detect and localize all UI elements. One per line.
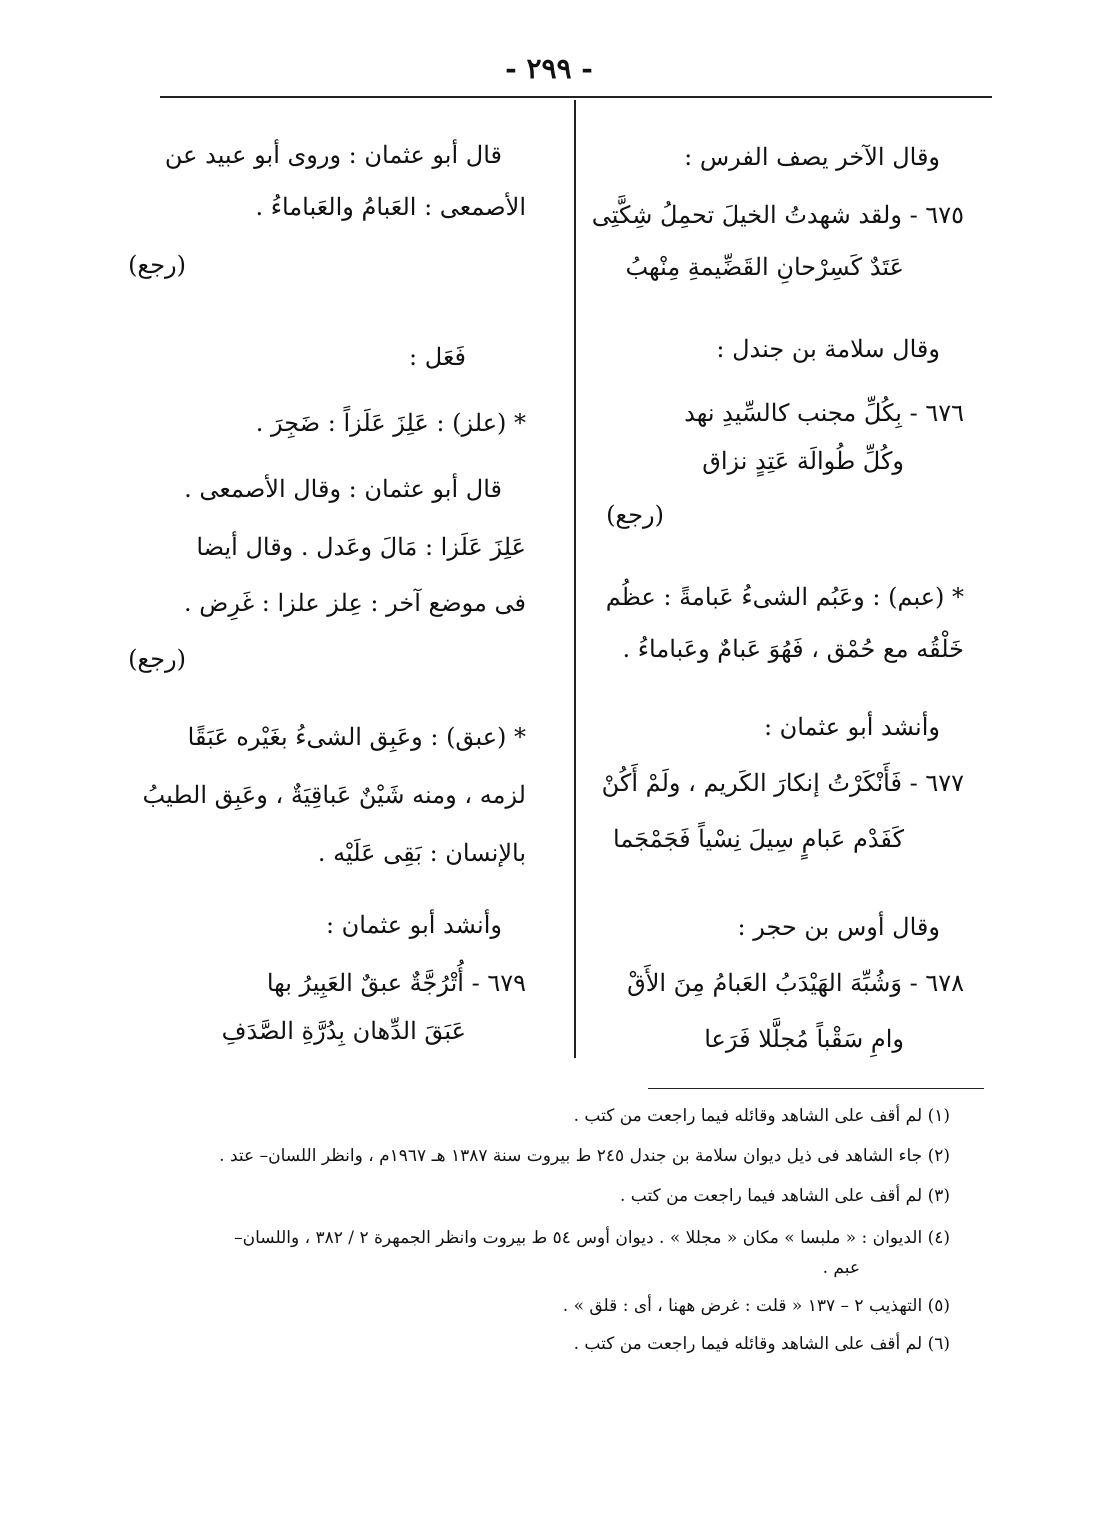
- verse-line: ٦٧٨ - وَشُبِّهَ الهَيْدَبُ العَبامُ مِنَ الأَقْ: [627, 969, 964, 997]
- verse-line: وامِ سَقْباً مُجلَّلا فَرَعا: [704, 1025, 904, 1053]
- text-line: وأنشد أبو عثمان :: [325, 911, 502, 939]
- text-line: وقال أوس بن حجر :: [737, 913, 940, 941]
- verse-line: ٦٧٧ - فَأَنْكَرْتُ إنكارَ الكَريم ، ولَمْ أَكُنْ: [601, 769, 964, 797]
- verse-line: عَتَدٌ كَسِرْحانِ القَضِّيمةِ مِنْهبُ: [625, 253, 904, 281]
- text-line: وقال الآخر يصف الفرس :: [684, 143, 940, 171]
- text-line: وأنشد أبو عثمان :: [763, 713, 940, 741]
- footnote: (١) لم أقف على الشاهد وقائله فيما راجعت من كتب .: [573, 1106, 950, 1126]
- column-divider: [574, 100, 576, 1058]
- header-rule: [160, 96, 992, 98]
- verse-line: وكُلِّ طُوالَة عَتِدٍ نزاق: [702, 447, 904, 475]
- entry-heading: * (علز) : عَلِزَ عَلَزاً : ضَجِرَ .: [255, 409, 526, 437]
- entry-heading: * (عبق) : وعَبِق الشىءُ بغَيْره عَبَقًا: [187, 723, 526, 751]
- text-line: فى موضع آخر : عِلز علزا : غَرِض .: [184, 589, 526, 617]
- text-line: وقال سلامة بن جندل :: [716, 335, 940, 363]
- text-line: الأصمعى : العَبامُ والعَباماءُ .: [255, 193, 526, 221]
- footnote-rule: [648, 1088, 984, 1089]
- verse-line: كَفَدْم عَبامٍ سِيلَ نِسْياً فَجَمْجَما: [613, 825, 904, 853]
- footnote: (٤) الديوان : « ملبسا » مكان « مجللا » . ديوان أوس ٥٤ ط بيروت وانظر الجمهرة ٢ / ٣٨٢ ، واللسان–: [234, 1228, 950, 1248]
- section-heading: فَعَل :: [409, 343, 466, 371]
- verse-line: عَبَقَ الدِّهان بِدُرَّةِ الصَّدَفِ: [221, 1017, 466, 1045]
- text-line: خَلْقُه مع حُمْق ، فَهُوَ عَبامٌ وعَباماءُ .: [622, 635, 964, 663]
- verse-line: ٦٧٥ - ولقد شهدتُ الخيلَ تحمِلُ شِكَّتِى: [591, 201, 964, 229]
- footnote: (٣) لم أقف على الشاهد فيما راجعت من كتب .: [619, 1186, 950, 1206]
- section-marker: (رجع): [128, 251, 186, 279]
- section-marker: (رجع): [128, 645, 186, 673]
- text-line: قال أبو عثمان : وقال الأصمعى .: [184, 475, 502, 503]
- footnote: (٥) التهذيب ٢ – ١٣٧ « قلت : غرض ههنا ، أى : قلق » .: [562, 1296, 950, 1316]
- text-line: لزمه ، ومنه شَيْنٌ عَباقِيَةٌ ، وعَبِق الطيبُ: [142, 781, 526, 809]
- entry-heading: * (عبم) : وعَبُم الشىءُ عَبامةً : عظُم: [605, 583, 964, 611]
- footnote: (٢) جاء الشاهد فى ذيل ديوان سلامة بن جندل ٢٤٥ ط بيروت سنة ١٣٨٧ هـ ١٩٦٧م ، وانظر اللسان– عتد .: [219, 1146, 950, 1166]
- text-line: قال أبو عثمان : وروى أبو عبيد عن: [164, 141, 502, 169]
- page-number: - ٢٩٩ -: [505, 52, 593, 85]
- section-marker: (رجع): [606, 501, 664, 529]
- footnote: (٦) لم أقف على الشاهد وقائله فيما راجعت من كتب .: [573, 1334, 950, 1354]
- text-line: عَلِزَ عَلَزا : مَالَ وعَدل . وقال أيضا: [196, 533, 526, 561]
- verse-line: ٦٧٦ - بِكُلِّ مجنب كالسِّيدِ نهد: [684, 399, 964, 427]
- footnote-continuation: عبم .: [822, 1258, 860, 1278]
- verse-line: ٦٧٩ - أُتْرُجَّةٌ عبقٌ العَبِيرُ بها: [266, 969, 526, 997]
- text-line: بالإنسان : بَقِى عَلَيْه .: [317, 839, 526, 867]
